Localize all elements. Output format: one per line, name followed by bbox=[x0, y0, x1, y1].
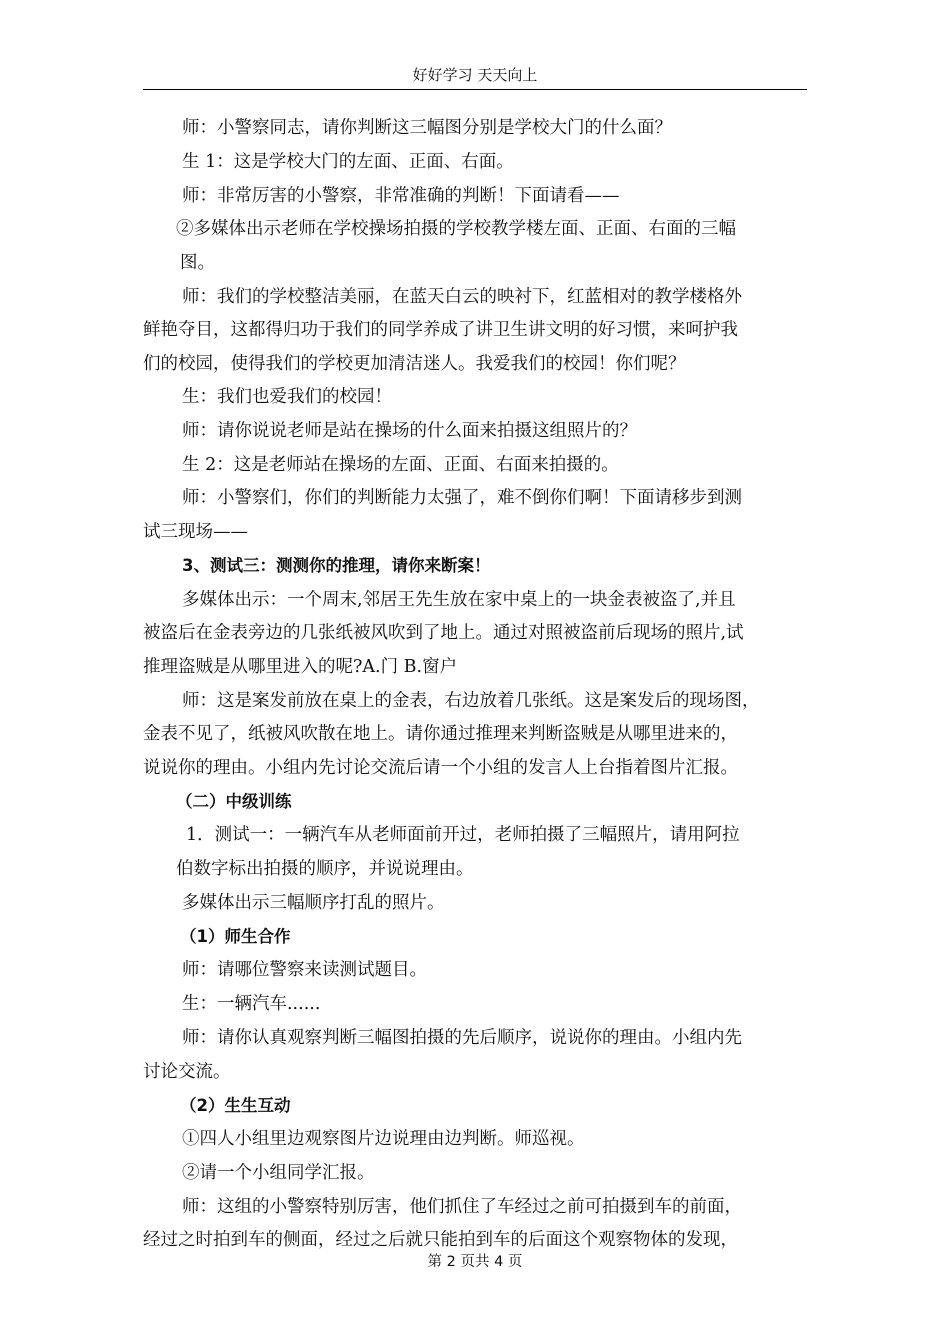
paragraph-line: 师：请哪位警察来读测试题目。 bbox=[182, 960, 427, 980]
paragraph-line: ②请一个小组同学汇报。 bbox=[182, 1163, 375, 1183]
paragraph-line: 鲜艳夺目，这都得归功于我们的同学养成了讲卫生讲文明的好习惯，来呵护我 bbox=[143, 320, 738, 340]
header-divider bbox=[143, 89, 807, 90]
section-heading: （二）中级训练 bbox=[176, 792, 292, 811]
paragraph-line: 师：非常厉害的小警察，非常准确的判断！下面请看—— bbox=[182, 186, 620, 206]
paragraph-line: 讨论交流。 bbox=[143, 1062, 231, 1082]
paragraph-line: 师：我们的学校整洁美丽，在蓝天白云的映衬下，红蓝相对的教学楼格外 bbox=[182, 287, 742, 307]
paragraph-line: 多媒体出示：一个周末,邻居王先生放在家中桌上的一块金表被盗了,并且 bbox=[182, 590, 736, 610]
paragraph-line: 生：我们也爱我们的校园！ bbox=[182, 387, 392, 407]
paragraph-line: 说说你的理由。小组内先讨论交流后请一个小组的发言人上台指着图片汇报。 bbox=[143, 758, 738, 778]
paragraph-line: 伯数字标出拍摄的顺序，并说说理由。 bbox=[176, 859, 474, 879]
paragraph-line: 生 2：这是老师站在操场的左面、正面、右面来拍摄的。 bbox=[182, 455, 619, 475]
paragraph-line: 师：小警察们，你们的判断能力太强了，难不倒你们啊！下面请移步到测 bbox=[182, 488, 742, 508]
page-number: 第 2 页共 4 页 bbox=[427, 1254, 523, 1270]
paragraph-line: 金表不见了，纸被风吹散在地上。请你通过推理来判断盗贼是从哪里进来的， bbox=[143, 724, 738, 744]
page-header: 好好学习 天天向上 bbox=[412, 66, 538, 84]
paragraph-line: 多媒体出示三幅顺序打乱的照片。 bbox=[182, 893, 445, 913]
paragraph-line: 师：小警察同志，请你判断这三幅图分别是学校大门的什么面？ bbox=[182, 118, 672, 138]
paragraph-line: 师：请你认真观察判断三幅图拍摄的先后顺序，说说你的理由。小组内先 bbox=[182, 1028, 742, 1048]
paragraph-line: 师：这是案发前放在桌上的金表，右边放着几张纸。这是案发后的现场图， bbox=[182, 691, 760, 711]
paragraph-line: 图。 bbox=[180, 253, 215, 273]
paragraph-line: 1．测试一：一辆汽车从老师面前开过，老师拍摄了三幅照片，请用阿拉 bbox=[186, 825, 740, 845]
subsection-heading: （1）师生合作 bbox=[180, 927, 291, 946]
subsection-heading: （2）生生互动 bbox=[180, 1096, 291, 1115]
paragraph-line: 经过之时拍到车的侧面，经过之后就只能拍到车的后面这个观察物体的发现， bbox=[143, 1230, 738, 1250]
paragraph-line: 师：这组的小警察特别厉害，他们抓住了车经过之前可拍摄到车的前面， bbox=[182, 1197, 742, 1217]
paragraph-line: 被盗后在金表旁边的几张纸被风吹到了地上。通过对照被盗前后现场的照片,试 bbox=[143, 623, 744, 643]
paragraph-line: ②多媒体出示老师在学校操场拍摄的学校教学楼左面、正面、右面的三幅 bbox=[176, 219, 736, 239]
paragraph-line: 推理盗贼是从哪里进入的呢?A.门 B.窗户 bbox=[143, 657, 458, 677]
paragraph-line: ①四人小组里边观察图片边说理由边判断。师巡视。 bbox=[182, 1129, 585, 1149]
paragraph-line: 师：请你说说老师是站在操场的什么面来拍摄这组照片的？ bbox=[182, 421, 637, 441]
paragraph-line: 们的校园，使得我们的学校更加清洁迷人。我爱我们的校园！你们呢？ bbox=[143, 354, 686, 374]
paragraph-line: 生：一辆汽车...... bbox=[182, 994, 321, 1014]
section-heading: 3、测试三：测测你的推理，请你来断案！ bbox=[182, 556, 491, 575]
paragraph-line: 试三现场—— bbox=[143, 522, 248, 542]
paragraph-line: 生 1：这是学校大门的左面、正面、右面。 bbox=[182, 152, 514, 172]
